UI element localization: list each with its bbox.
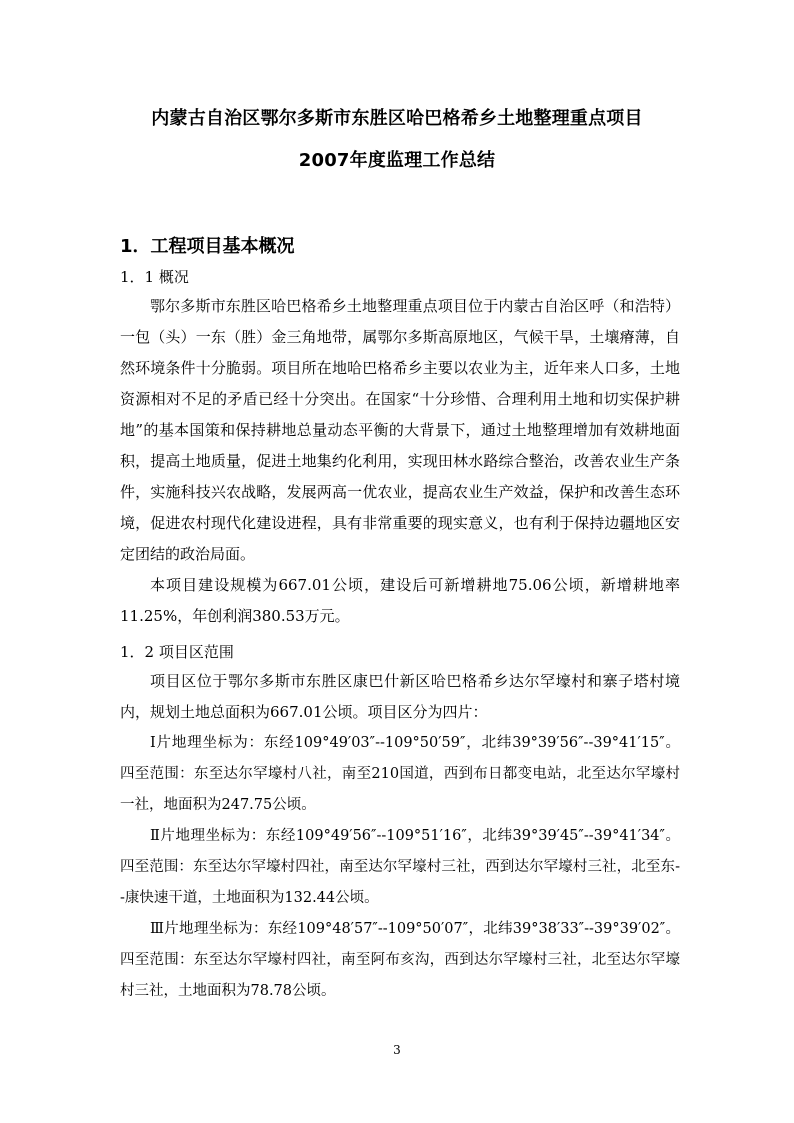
paragraph: Ⅱ片地理坐标为：东经109°49′56″--109°51′16″，北纬39°39′45″--39°41′34″。四至范围：东至达尔罕壕村四社，南至达尔罕壕村三社，西到达尔罕壕村三社，北至东--康快速干道，土地面积为132.44公顷。 [120, 828, 680, 906]
paragraph: 本项目建设规模为667.01公顷，建设后可新增耕地75.06公顷，新增耕地率11.25%，年创利润380.53万元。 [120, 576, 680, 625]
subsection-1-2-body [120, 666, 680, 1007]
subsection-heading-1-1: 1．1 概况 [120, 268, 189, 286]
paragraph: 鄂尔多斯市东胜区哈巴格希乡土地整理重点项目位于内蒙古自治区呼（和浩特）一包（头）一东（胜）金三角地带，属鄂尔多斯高原地区，气候干旱，土壤瘠薄，自然环境条件十分脆弱。项目所在地哈巴格希乡主要以农业为主，近年来人口多，土地资源相对不足的矛盾已经十分突出。在国家“十分珍惜、合理利用土地和切实保护耕地”的基本国策和保持耕地总量动态平衡的大背景下，通过土地整理增加有效耕地面积，提高土地质量，促进土地集约化利用，实现田林水路综合整治，改善农业生产条件，实施科技兴农战略，发展两高一优农业，提高农业生产效益，保护和改善生态环境，促进农村现代化建设进程，具有非常重要的现实意义，也有利于保持边疆地区安定团结的政治局面。 [120, 297, 680, 563]
section-heading-1: 1．工程项目基本概况 [120, 236, 295, 257]
document-title-line-1: 内蒙古自治区鄂尔多斯市东胜区哈巴格希乡土地整理重点项目 [151, 108, 643, 129]
subsection-heading-1-2: 1．2 项目区范围 [120, 643, 234, 661]
paragraph: 项目区位于鄂尔多斯市东胜区康巴什新区哈巴格希乡达尔罕壕村和寨子塔村境内，规划土地总面积为667.01公顷。项目区分为四片： [120, 672, 680, 721]
document-title-line-2: 2007年度监理工作总结 [298, 150, 496, 171]
paragraph: Ⅲ片地理坐标为：东经109°48′57″--109°50′07″，北纬39°38′33″--39°39′02″。四至范围：东至达尔罕壕村四社，南至阿布亥沟，西到达尔罕壕村三社，北至达尔罕壕村三社，土地面积为78.78公顷。 [120, 921, 680, 999]
paragraph: Ⅰ片地理坐标为：东经109°49′03″--109°50′59″，北纬39°39′56″--39°41′15″。四至范围：东至达尔罕壕村八社，南至210国道，西到布日都变电站，北至达尔罕壕村一社，地面积为247.75公顷。 [120, 735, 680, 813]
subsection-1-1-body [120, 291, 680, 632]
page-number: 3 [393, 1043, 401, 1057]
